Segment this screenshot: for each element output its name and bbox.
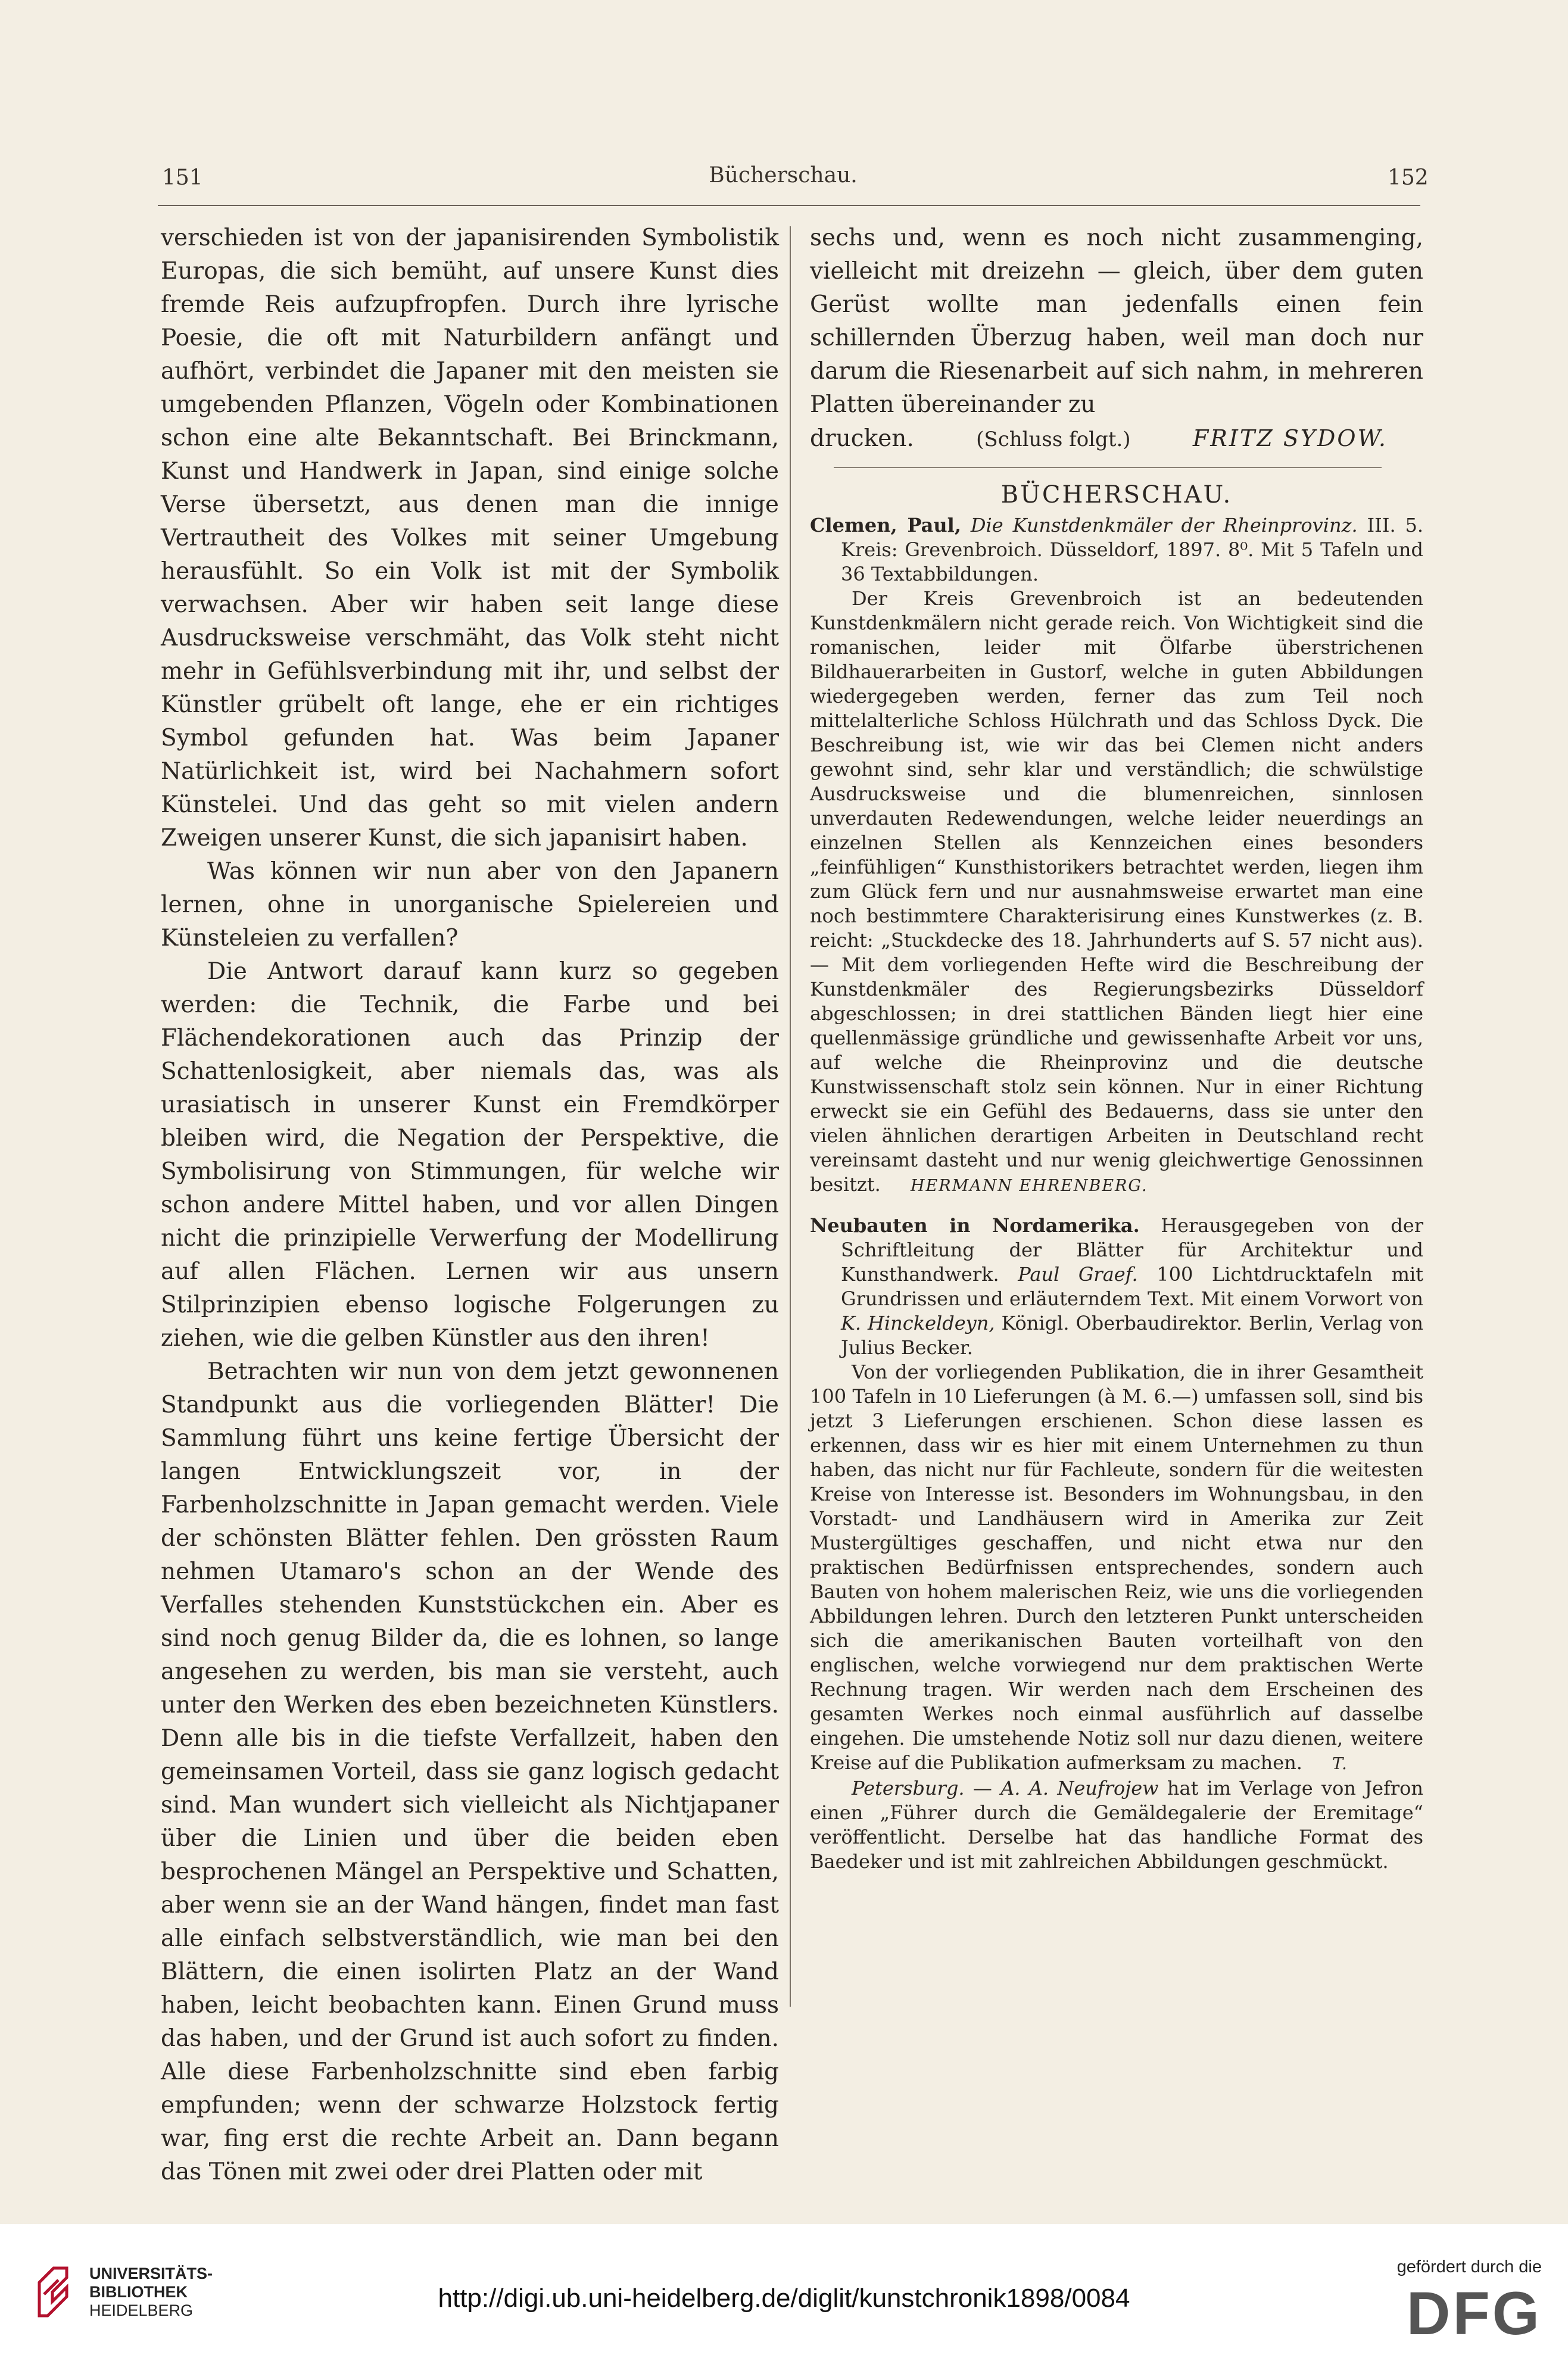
review-biblio: III. 5. Kreis: Grevenbroich. Düsseldorf, 1897. 8⁰. Mit 5 Tafeln und 36 Textabbildungen. bbox=[841, 514, 1424, 585]
page-number-right: 152 bbox=[1388, 166, 1429, 190]
digitization-footer bbox=[0, 2224, 1568, 2361]
library-line: HEIDELBERG bbox=[89, 2301, 194, 2319]
left-paragraph: Betrachten wir nun von dem jetzt gewonnenen Standpunkt aus die vorliegenden Blätter! Die Sammlung führt uns keine fertige Übersicht der langen Entwicklungszeit vor, in der Farbenholzschnitte in Japan gemacht werden. Viele der schönsten Blätter fehlen. Den grössten Raum nehmen Utamaro's schon an der Wende des Verfalles stehenden Kunststückchen ein. Aber es sind noch genug Bilder da, die es lohnen, so lange angesehen zu werden, bis man sie versteht, auch unter den Werken des eben bezeichneten Künstlers. Denn alle bis in die tiefste Verfallzeit, haben den gemeinsamen Vorteil, dass sie ganz logisch gedacht sind. Man wundert sich vielleicht als Nichtjapaner über die Linien und über die beiden eben besprochenen Mängel an Perspektive und Schatten, aber wenn sie an der Wand hängen, findet man fast alle einfach selbstverständlich, wie man bei den Blättern, die einen isolirten Platz an der Wand haben, leicht beobachten kann. Einen Grund muss das haben, und der Grund ist auch sofort zu finden. Alle diese Farbenholzschnitte sind eben farbig empfunden; wenn der schwarze Holzstock fertig war, fing erst die rechte Arbeit an. Dann begann das Tönen mit zwei oder drei Platten oder mit bbox=[161, 1358, 779, 2185]
library-line: UNIVERSITÄTS- bbox=[89, 2265, 213, 2282]
dfg-logo: DFG bbox=[1406, 2279, 1542, 2347]
column-divider bbox=[790, 226, 791, 2007]
notice-dash: — bbox=[972, 1777, 992, 1799]
left-column bbox=[161, 222, 779, 2189]
review-intro: Königl. Oberbaudirektor. Berlin, Verlag von Julius Becker. bbox=[841, 1312, 1424, 1359]
review-body-text: Von der vorliegenden Publikation, die in ihrer Gesamtheit 100 Tafeln in 10 Lieferungen (à M. 6.—) umfassen soll, sind bis jetzt 3 Lieferungen erschienen. Schon diese lassen es erkennen, dass wir es hier mit einem Unternehmen zu thun haben, das nicht nur für Fachleute, sondern für die weitesten Kreise von Interesse ist. Besonders im Wohnungsbau, in den Vorstadt- und Landhäusern wird in Amerika zur Zeit Mustergültiges geschaffen, und nicht etwa nur den praktischen Bedürfnissen entsprechendes, sondern auch Bauten von hohem malerischen Reiz, wie uns die vorliegenden Abbildungen lehren. Durch den letzteren Punkt unterscheiden sich die amerikanischen Bauten vorteilhaft von den englischen, welche vorwiegend nur dem praktischen Werte Rechnung tragen. Wir werden nach dem Erscheinen des gesamten Werkes noch einmal ausführlich auf dasselbe eingehen. Die umstehende Notiz soll nur dazu dienen, weitere Kreise auf die Publikation aufmerksam zu machen. bbox=[810, 1361, 1423, 1774]
library-line: BIBLIOTHEK bbox=[89, 2283, 188, 2301]
right-column bbox=[810, 222, 1423, 1874]
review-title: Die Kunstdenkmäler der Rheinprovinz. bbox=[970, 514, 1358, 537]
running-head: Bücherschau. bbox=[709, 163, 858, 188]
review-entry-heading bbox=[810, 1214, 1423, 1360]
review-signature: T. bbox=[1332, 1755, 1348, 1773]
review-title: Neubauten in Nordamerika. bbox=[810, 1214, 1140, 1237]
permalink-url[interactable]: http://digi.ub.uni-heidelberg.de/diglit/kunstchronik1898/0084 bbox=[438, 2284, 1130, 2313]
left-paragraph: verschieden ist von der japanisirenden Symbolistik Europas, die sich bemüht, auf unsere Kunst dies fremde Reis aufzupfropfen. Durch ihre lyrische Poesie, die oft mit Naturbildern anfängt und aufhört, verbindet die Japaner mit den meisten sie umgebenden Pflanzen, Vögeln oder Kombinationen schon eine alte Bekanntschaft. Bei Brinckmann, Kunst und Handwerk in Japan, sind einige solche Verse übersetzt, aus denen man die innige Vertrautheit des Volkes mit seiner Umgebung herausfühlt. So ein Volk ist mit der Symbolik verwachsen. Aber wir haben seit lange diese Ausdrucksweise verschmäht, das Volk steht nicht mehr in Gefühlsverbindung mit ihr, und selbst der Künstler grübelt oft lange, ehe er ein richtiges Symbol gefunden hat. Was beim Japaner Natürlichkeit ist, wird bei Nachahmern sofort Künstelei. Und das geht so mit vielen andern Zweigen unserer Kunst, die sich japanisirt haben. bbox=[161, 224, 779, 852]
review-foreword-author: K. Hinckeldeyn, bbox=[841, 1312, 995, 1334]
article-author: FRITZ SYDOW. bbox=[1192, 425, 1388, 451]
spacer bbox=[810, 1198, 1423, 1214]
review-intro: 100 Lichtdrucktafeln mit Grundrissen und erläuterndem Text. Mit einem Vorwort von bbox=[841, 1263, 1424, 1310]
section-heading: BÜCHERSCHAU. bbox=[1000, 481, 1233, 509]
notice-person: A. A. Neufrojew bbox=[1000, 1777, 1159, 1799]
review-intro: Herausgegeben von der Schriftleitung der Blätter für Architektur und Kunsthandwerk. bbox=[841, 1214, 1423, 1286]
header-rule bbox=[158, 205, 1420, 206]
review-signature: HERMANN EHRENBERG. bbox=[911, 1177, 1148, 1195]
notice-text: hat im Verlage von Jefron einen „Führer durch die Gemäldegalerie der Eremitage“ veröffentlicht. Derselbe hat das handliche Format des Baedeker und ist mit zahlreichen Abbildungen geschmückt. bbox=[810, 1777, 1424, 1873]
last-word: drucken. bbox=[810, 425, 914, 452]
review-editor: Paul Graef. bbox=[1018, 1263, 1138, 1286]
review-body-text: Der Kreis Grevenbroich ist an bedeutenden Kunstdenkmälern nicht gerade reich. Von Wichtigkeit sind die romanischen, leider mit Ölfarbe überstrichenen Bildhauerarbeiten in Gustorf, welche in guten Abbildungen wiedergegeben werden, ferner das zum Teil noch mittelalterliche Schloss Hülchrath und das Schloss Dyck. Die Beschreibung ist, wie wir das bei Clemen nicht anders gewohnt sind, sehr klar und verständlich; die schwülstige Ausdrucksweise und die blumenreichen, sinnlosen unverdauten Redewendungen, welche leider neuerdings an einzelnen Stellen als Kennzeichen eines besonders „feinfühligen“ Kunsthistorikers betrachtet werden, liegen ihm zum Glück fern und nur ausnahmsweise erwartet man eine noch bestimmtere Charakterisirung eines Kunstwerkes (z. B. reicht: „Stuckdecke des 18. Jahrhunderts auf S. 57 nicht aus). — Mit dem vorliegenden Hefte wird die Beschreibung der Kunstdenkmäler des Regierungsbezirks Düsseldorf abgeschlossen; in drei stattlichen Bänden liegt hier eine quellenmässige gründliche und gewissenhafte Arbeit vor uns, auf welche die Rheinprovinz und die deutsche Kunstwissenschaft stolz sein können. Nur in einer Richtung erweckt sie ein Gefühl des Bedauerns, dass sie unter den vielen ähnlichen derartigen Arbeiten in Deutschland recht vereinsamt dasteht und nur wenig gleichwertige Genossinnen besitzt. bbox=[810, 587, 1423, 1196]
review-entry-heading bbox=[810, 513, 1423, 587]
notice-place: Petersburg. bbox=[852, 1777, 965, 1799]
review-clemen bbox=[810, 513, 1423, 1198]
left-paragraph: Was können wir nun aber von den Japanern lernen, ohne in unorganische Spielereien und Künsteleien zu verfallen? bbox=[161, 858, 779, 952]
page-number-left: 151 bbox=[162, 166, 203, 190]
review-body bbox=[810, 587, 1423, 1198]
review-body bbox=[810, 1360, 1423, 1776]
notice-petersburg bbox=[810, 1776, 1423, 1874]
section-rule bbox=[834, 467, 1382, 468]
schluss-folgt: (Schluss folgt.) bbox=[976, 428, 1131, 451]
review-author: Clemen, Paul, bbox=[810, 514, 961, 537]
article-signature-line bbox=[810, 422, 1423, 456]
left-paragraph: Die Antwort darauf kann kurz so gegeben werden: die Technik, die Farbe und bei Flächendekorationen auch das Prinzip der Schattenlosigkeit, aber niemals das, was als urasiatisch in unserer Kunst ein Fremdkörper bleiben wird, die Negation der Perspektive, die Symbolisirung von Stimmungen, für welche wir schon andere Mittel haben, und vor allen Dingen nicht die prinzipielle Verwerfung der Modellirung auf allen Flächen. Lernen wir aus unsern Stilprinzipien ebenso logische Folgerungen zu ziehen, wie die gelben Künstler aus den ihren! bbox=[161, 958, 779, 1352]
review-neubauten bbox=[810, 1214, 1423, 1874]
article-continuation: sechs und, wenn es noch nicht zusammenging, vielleicht mit dreizehn — gleich, über dem guten Gerüst wollte man jedenfalls einen fein schillernden Überzug haben, weil man doch nur darum die Riesenarbeit auf sich nahm, in mehreren Platten übereinander zu bbox=[810, 224, 1423, 418]
dfg-caption: gefördert durch die bbox=[1396, 2257, 1542, 2276]
